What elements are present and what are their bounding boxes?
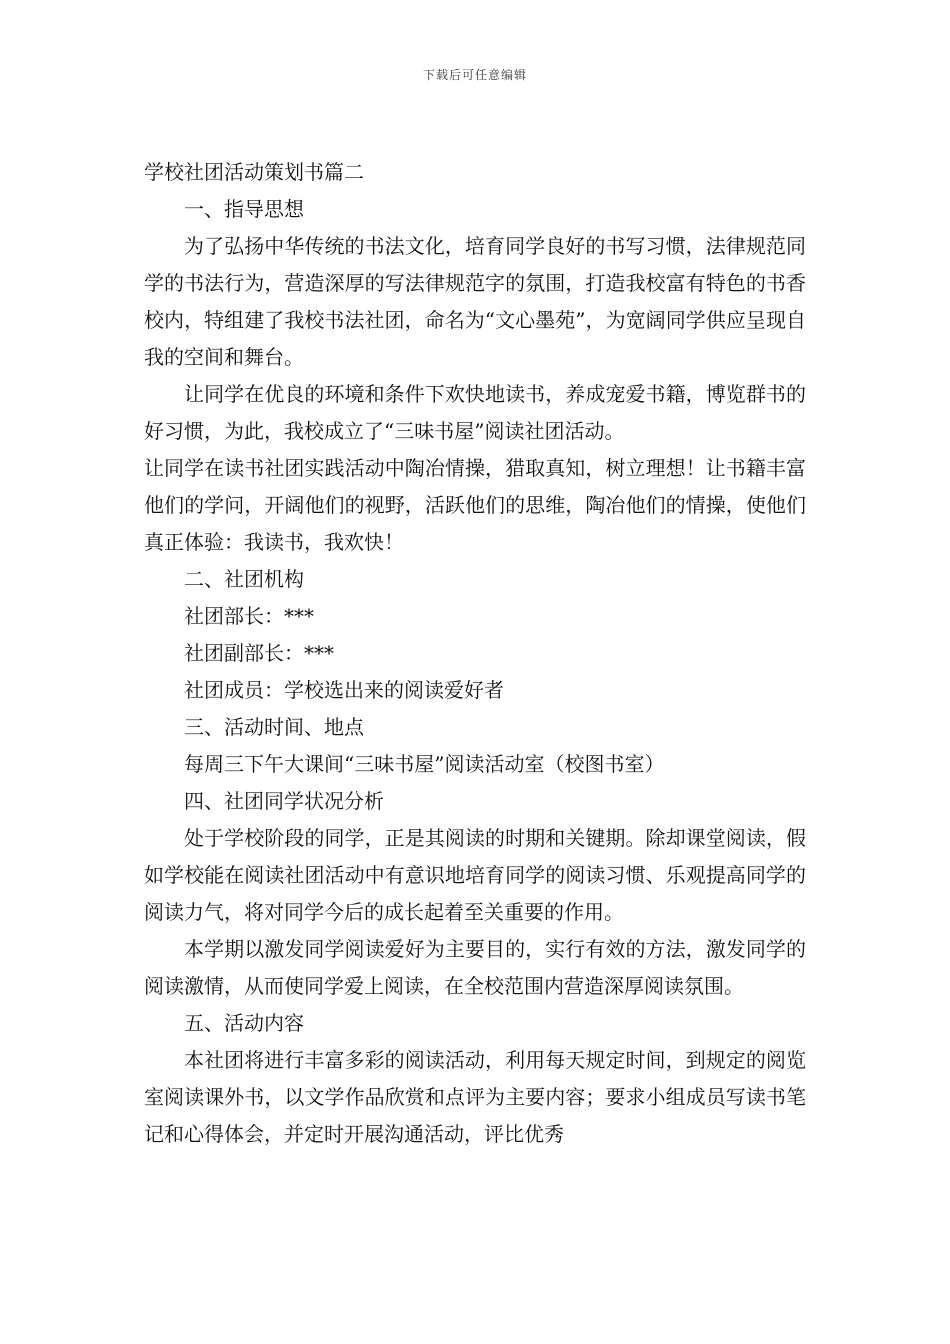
- paragraph: 处于学校阶段的同学，正是其阅读的时期和关键期。除却课堂阅读，假如学校能在阅读社团活动中有意识地培育同学的阅读习惯、乐观提高同学的阅读力气，将对同学今后的成长起着至关重要的作用。: [144, 826, 806, 924]
- page-header: 下载后可任意编辑: [422, 68, 527, 82]
- paragraph: 本社团将进行丰富多彩的阅读活动，利用每天规定时间，到规定的阅览室阅读课外书，以文学作品欣赏和点评为主要内容；要求小组成员写读书笔记和心得体会，并定时开展沟通活动，评比优秀: [144, 1048, 806, 1146]
- time-place-line: 每周三下午大课间“三味书屋”阅读活动室（校图书室）: [184, 752, 665, 776]
- org-line: 社团部长：***: [184, 604, 314, 628]
- org-line: 社团副部长：***: [184, 641, 334, 665]
- section-heading: 二、社团机构: [184, 567, 304, 591]
- section-heading: 一、指导思想: [184, 197, 304, 221]
- org-line: 社团成员：学校选出来的阅读爱好者: [184, 678, 504, 702]
- document-title: 学校社团活动策划书篇二: [144, 160, 364, 184]
- document-body: [144, 154, 806, 1153]
- section-heading: 五、活动内容: [184, 1011, 304, 1035]
- paragraph: 本学期以激发同学阅读爱好为主要目的，实行有效的方法，激发同学的阅读激情，从而使同学爱上阅读，在全校范围内营造深厚阅读氛围。: [144, 937, 806, 998]
- paragraph: 让同学在读书社团实践活动中陶冶情操，猎取真知，树立理想！让书籍丰富他们的学问，开阔他们的视野，活跃他们的思维，陶冶他们的情操，使他们真正体验：我读书，我欢快！: [144, 456, 806, 554]
- section-heading: 四、社团同学状况分析: [184, 789, 384, 813]
- section-heading: 三、活动时间、地点: [184, 715, 364, 739]
- paragraph: 让同学在优良的环境和条件下欢快地读书，养成宠爱书籍，博览群书的好习惯，为此，我校成立了“三味书屋”阅读社团活动。: [144, 382, 806, 443]
- paragraph: 为了弘扬中华传统的书法文化，培育同学良好的书写习惯，法律规范同学的书法行为，营造深厚的写法律规范字的氛围，打造我校富有特色的书香校内，特组建了我校书法社团，命名为“文心墨苑”，为宽阔同学供应呈现自我的空间和舞台。: [144, 234, 806, 369]
